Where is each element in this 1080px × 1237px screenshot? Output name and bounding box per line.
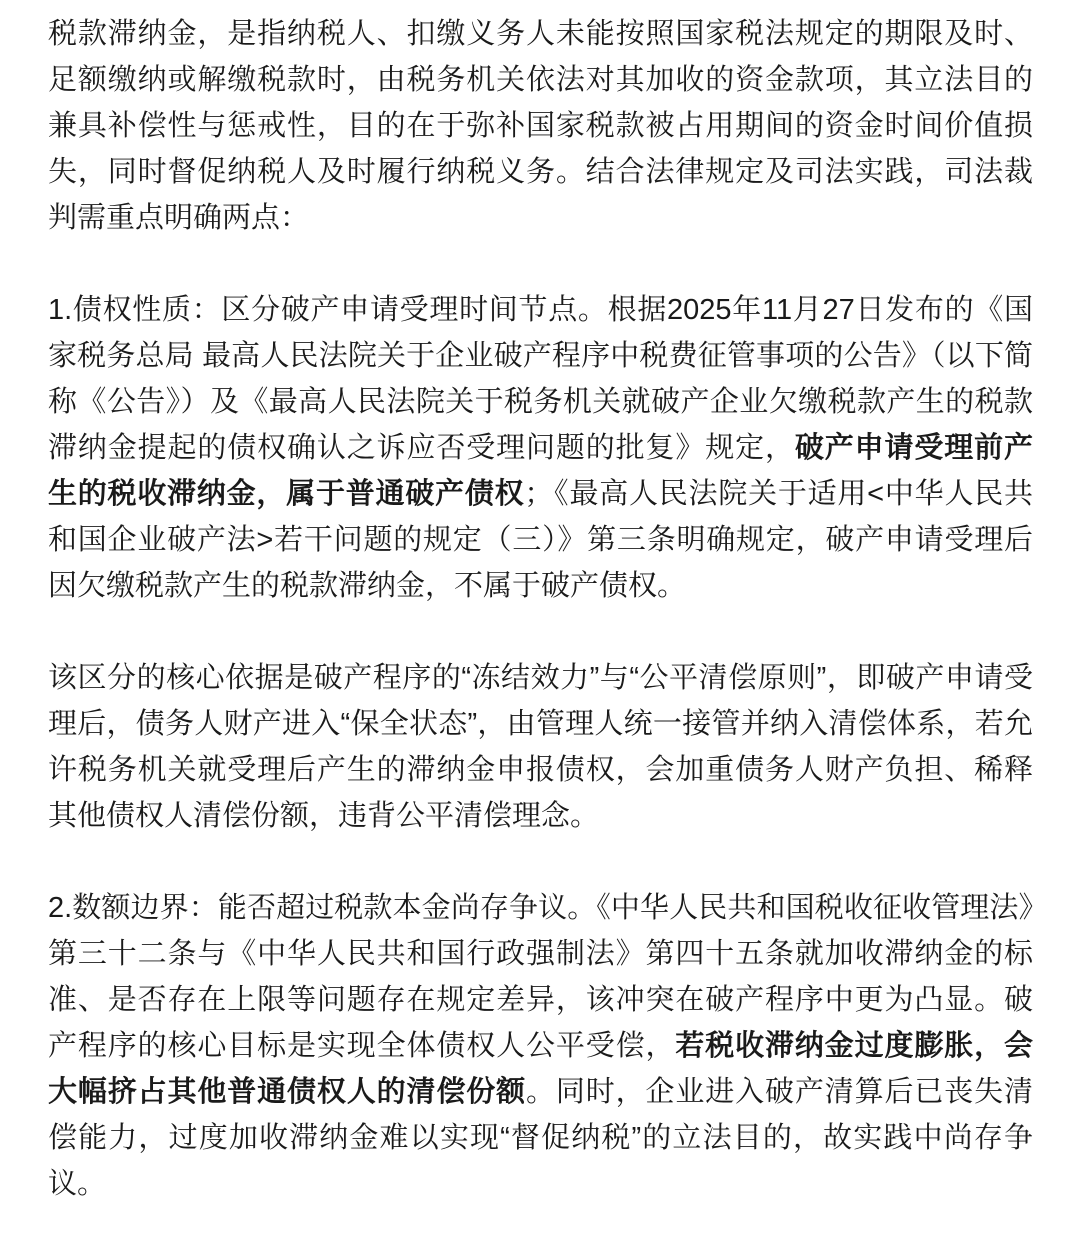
bold-text-run: 破产申请受理前产生的税收滞纳金，属于普通破产债权 — [48, 432, 1033, 510]
point-1-paragraph — [48, 287, 1033, 609]
text-run: 。同时，企业进入破产清算后已丧失清偿能力，过度加收滞纳金难以实现“督促纳税”的立法目的，故实践中尚存争议。 — [48, 1076, 1033, 1200]
rationale-paragraph — [48, 655, 1033, 839]
point-2-paragraph — [48, 885, 1033, 1207]
text-run: 2.数额边界：能否超过税款本金尚存争议。《中华人民共和国税收征收管理法》第三十二条与《中华人民共和国行政强制法》第四十五条就加收滞纳金的标准、是否存在上限等问题存在规定差异，该冲突在破产程序中更为凸显。破产程序的核心目标是实现全体债权人公平受偿， — [48, 892, 1033, 1062]
text-run: 1.债权性质：区分破产申请受理时间节点。根据2025年11月27日发布的《国家税务总局 最高人民法院关于企业破产程序中税费征管事项的公告》（以下简称《公告》）及《最高人民法院关于税务机关就破产企业欠缴税款产生的税款滞纳金提起的债权确认之诉应否受理问题的批复》规定， — [48, 294, 1033, 464]
text-run: ；《最高人民法院关于适用<中华人民共和国企业破产法>若干问题的规定（三）》第三条明确规定，破产申请受理后因欠缴税款产生的税款滞纳金，不属于破产债权。 — [48, 478, 1033, 602]
text-run: 税款滞纳金，是指纳税人、扣缴义务人未能按照国家税法规定的期限及时、足额缴纳或解缴税款时，由税务机关依法对其加收的资金款项，其立法目的兼具补偿性与惩戒性，目的在于弥补国家税款被占用期间的资金时间价值损失，同时督促纳税人及时履行纳税义务。结合法律规定及司法实践，司法裁判需重点明确两点： — [48, 18, 1033, 234]
bold-text-run: 若税收滞纳金过度膨胀，会大幅挤占其他普通债权人的清偿份额 — [48, 1030, 1033, 1108]
text-run: 该区分的核心依据是破产程序的“冻结效力”与“公平清偿原则”，即破产申请受理后，债务人财产进入“保全状态”，由管理人统一接管并纳入清偿体系，若允许税务机关就受理后产生的滞纳金申报债权，会加重债务人财产负担、稀释其他债权人清偿份额，违背公平清偿理念。 — [48, 662, 1033, 832]
intro-paragraph — [48, 11, 1033, 241]
